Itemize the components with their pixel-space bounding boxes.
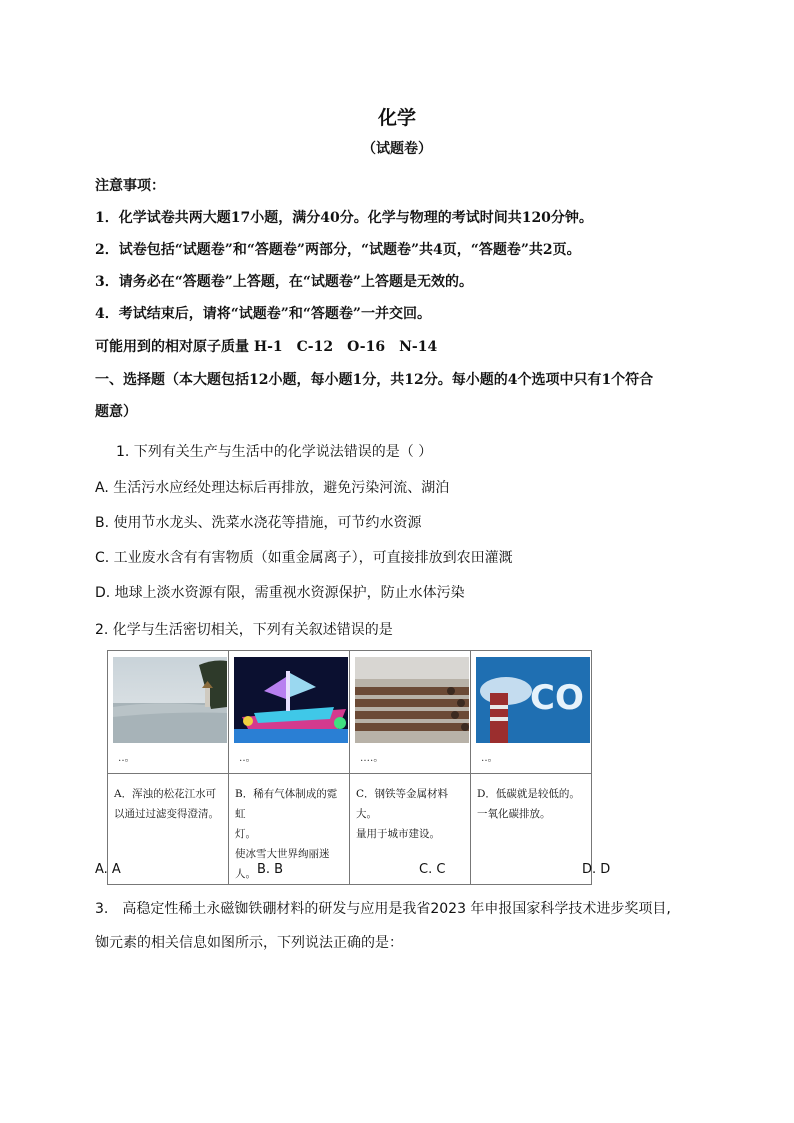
atomic-mass-line: 可能用到的相对原子质量 H-1 C-12 O-16 N-14 [95,339,438,355]
option-a-line2: 以通过过滤变得澄清。 [114,808,219,820]
option-d-line2: 一氧化碳排放。 [477,808,551,820]
question-1-option-a: A. 生活污水应经处理达标后再排放，避免污染河流、湖泊 [95,480,450,496]
question-2-table [107,650,592,885]
dots-d: ‥。 [481,753,498,764]
option-cell-d [471,774,592,885]
option-c-line1: C．钢铁等金属材料大。 [356,788,449,820]
question-1-option-d: D. 地球上淡水资源有限，需重视水资源保护，防止水体污染 [95,585,465,601]
co-text: CO [530,678,584,718]
page-subtitle: （试题卷） [362,141,432,157]
image-cell-a [108,651,229,774]
note-item-4: 4．考试结束后，请将“试题卷”和“答题卷”一并交回。 [95,306,431,322]
option-cell-a [108,774,229,885]
question-3-line2: 铷元素的相关信息如图所示，下列说法正确的是： [95,935,403,951]
question-3-line1: 3. 高稳定性稀土永磁铷铁硼材料的研发与应用是我省2023 年申报国家科学技术进步奖项目, [95,901,671,917]
option-d-line1: D．低碳就是较低的。 [477,788,580,800]
page-title: 化学 [377,107,416,129]
river-photo [113,657,227,743]
question-2-answer-d: D. D [582,862,611,877]
section-heading: 一、选择题（本大题包括12小题，每小题1分，共12分。每小题的4个选项中只有1个符合 [95,372,654,388]
option-b-line1: B．稀有气体制成的霓虹 [235,788,338,820]
note-item-1: 1．化学试卷共两大题17小题，满分40分。化学与物理的考试时间共120分钟。 [95,210,593,226]
image-cell-d [471,651,592,774]
dots-b: ‥。 [239,753,256,764]
option-cell-c [350,774,471,885]
note-item-3: 3．请务必在“答题卷”上答题，在“试题卷”上答题是无效的。 [95,274,473,290]
steel-pipes-photo [355,657,469,743]
question-2-stem: 2. 化学与生活密切相关，下列有关叙述错误的是 [95,622,393,638]
option-b-line3: 使冰雪大世界绚丽迷人。 [235,848,330,880]
question-2-answer-b: B. B [257,862,284,877]
question-2-answer-a: A. A [95,862,121,877]
notes-heading: 注意事项： [95,178,165,194]
option-b-line2: 灯。 [235,828,256,840]
image-cell-b [229,651,350,774]
option-a-line1: A．浑浊的松花江水可 [114,788,217,800]
question-1-option-c: C. 工业废水含有有害物质（如重金属离子），可直接排放到农田灌溉 [95,550,513,566]
question-1-option-b: B. 使用节水龙头、洗菜水浇花等措施，可节约水资源 [95,515,422,531]
note-item-2: 2．试卷包括“试题卷”和“答题卷”两部分，“试题卷”共4页，“答题卷”共2页。 [95,242,581,258]
option-c-line2: 量用于城市建设。 [356,828,440,840]
question-2-answer-c: C. C [419,862,446,877]
dots-a: ‥。 [118,753,135,764]
neon-light-photo [234,657,348,743]
dots-c: ‥‥。 [360,753,384,764]
section-heading-cont: 题意） [95,404,137,420]
question-1-stem: 1. 下列有关生产与生活中的化学说法错误的是（ ） [116,444,433,460]
option-cell-b [229,774,350,885]
image-cell-c [350,651,471,774]
co-chimney-image [476,657,590,743]
